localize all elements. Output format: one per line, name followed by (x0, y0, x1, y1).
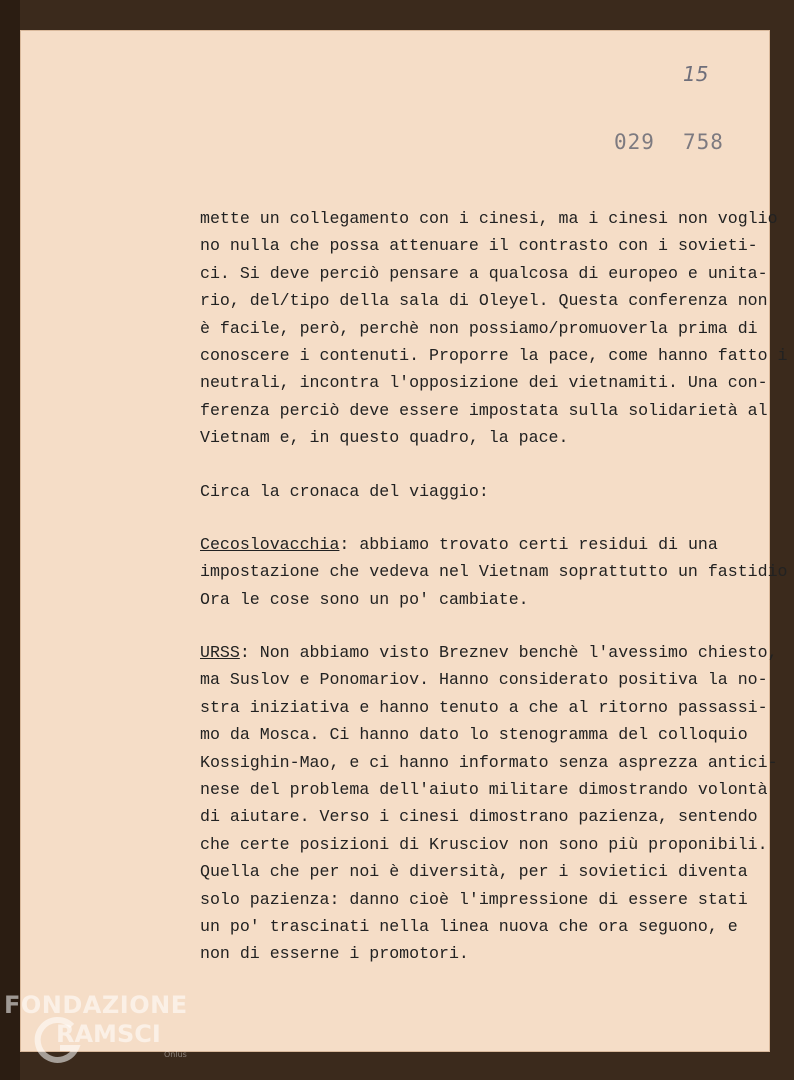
text-line: impostazione che vedeva nel Vietnam soprattutto un fastidio (200, 562, 788, 582)
text-line (200, 639, 778, 666)
paragraph-conference (200, 205, 788, 452)
archive-code (614, 130, 724, 154)
paragraph-ussr (200, 639, 778, 968)
text-line (200, 531, 775, 558)
text-line: ferenza perciò deve essere impostata sulla solidarietà al (200, 400, 768, 420)
page-number: 15 (683, 62, 709, 86)
text-line: mo da Mosca. Ci hanno dato lo stenogramma del colloquio (200, 725, 748, 745)
watermark-subtitle: Onlus (164, 1050, 187, 1059)
archive-code-part-1: 029 (614, 130, 655, 154)
text-line: di aiutare. Verso i cinesi dimostrano pazienza, sentendo (200, 807, 758, 827)
text-line: no nulla che possa attenuare il contrasto con i sovieti- (200, 236, 758, 256)
body-text (200, 205, 788, 968)
text-line: stra iniziativa e hanno tenuto a che al ritorno passassi- (200, 697, 768, 717)
text-line: conoscere i contenuti. Proporre la pace, come hanno fatto i (200, 345, 788, 365)
text-line: ci. Si deve perciò pensare a qualcosa di europeo e unita- (200, 263, 768, 283)
archive-code-part-2: 758 (682, 130, 724, 154)
watermark-line-1: FONDAZIONE (4, 991, 188, 1019)
text-line: mette un collegamento con i cinesi, ma i cinesi non voglio (200, 209, 778, 228)
text-line-rest: : abbiamo trovato certi residui di una (339, 534, 718, 554)
text-line: neutrali, incontra l'opposizione dei vietnamiti. Una con- (200, 373, 768, 393)
text-line: nese del problema dell'aiuto militare dimostrando volontà (200, 780, 768, 800)
scan-edge (0, 0, 20, 1080)
paragraph-trip-intro: Circa la cronaca del viaggio: (200, 481, 489, 501)
text-line: Quella che per noi è diversità, per i sovietici diventa (200, 862, 748, 882)
text-line: che certe posizioni di Krusciov non sono più proponibili. (200, 834, 768, 854)
text-line: Ora le cose sono un po' cambiate. (200, 589, 529, 609)
text-line-rest: : Non abbiamo visto Breznev benchè l'avessimo chiesto, (239, 643, 778, 663)
section-label-ussr: URSS (200, 643, 240, 663)
text-line: Kossighin-Mao, e ci hanno informato senza asprezza antici- (200, 752, 778, 772)
text-line: è facile, però, perchè non possiamo/promuoverla prima di (200, 318, 758, 338)
text-line: solo pazienza: danno cioè l'impressione di essere stati (200, 889, 748, 909)
gramsci-g-logo-icon (32, 1014, 86, 1068)
text-line: Vietnam e, in questo quadro, la pace. (200, 428, 569, 448)
text-line: rio, del/tipo della sala di Oleyel. Questa conferenza non (200, 291, 768, 311)
paragraph-czechoslovakia (200, 531, 788, 613)
text-line: un po' trascinati nella linea nuova che ora seguono, e (200, 916, 738, 936)
watermark-line-2: RAMSCI (56, 1020, 161, 1048)
fondazione-gramsci-watermark (4, 990, 204, 1070)
text-line: non di esserne i promotori. (200, 944, 469, 964)
text-line: ma Suslov e Ponomariov. Hanno considerato positiva la no- (200, 670, 768, 690)
section-label-czechoslovakia: Cecoslovacchia (200, 534, 340, 554)
